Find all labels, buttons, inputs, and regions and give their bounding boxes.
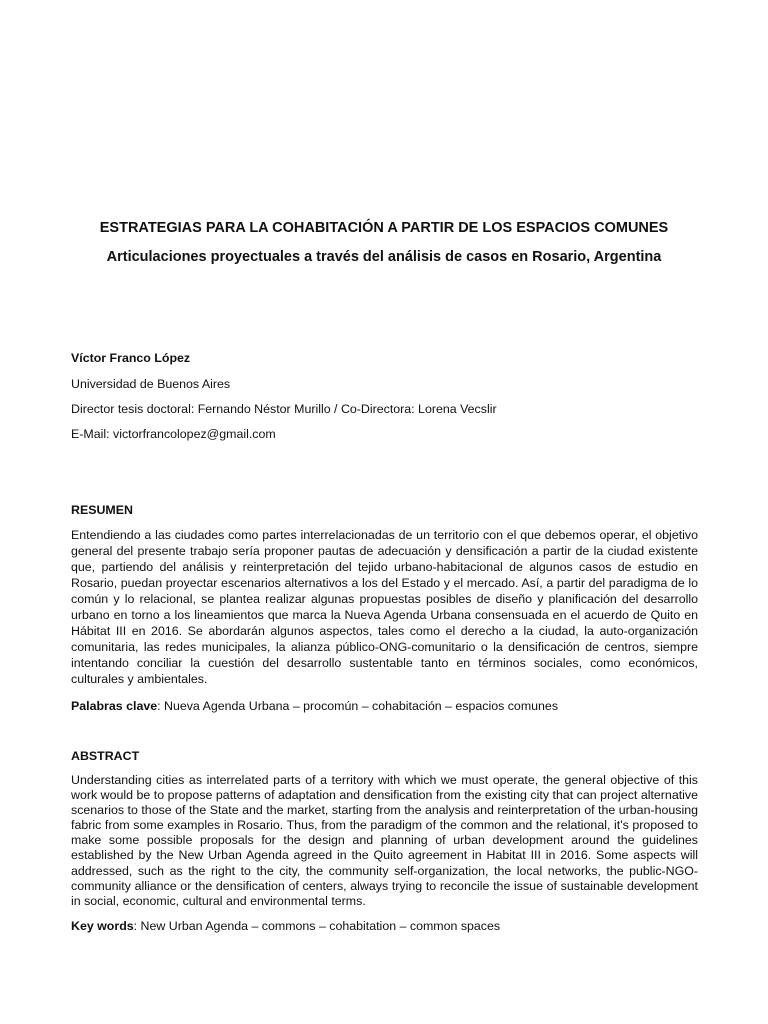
palabras-clave-label: Palabras clave [71, 699, 158, 713]
abstract-heading: ABSTRACT [71, 749, 140, 763]
palabras-clave [71, 698, 698, 714]
paper-subtitle: Articulaciones proyectuales a través del análisis de casos en Rosario, Argentina [106, 249, 662, 265]
key-words-text: : New Urban Agenda – commons – cohabitation – common spaces [133, 919, 501, 933]
thesis-directors: Director tesis doctoral: Fernando Néstor Murillo / Co-Directora: Lorena Vecslir [71, 402, 497, 416]
key-words-label: Key words [71, 919, 134, 933]
paper-title: ESTRATEGIAS PARA LA COHABITACIÓN A PARTIR DE LOS ESPACIOS COMUNES [99, 220, 669, 236]
resumen-heading: RESUMEN [71, 503, 133, 517]
palabras-clave-text: : Nueva Agenda Urbana – procomún – cohabitación – espacios comunes [157, 699, 559, 713]
key-words [71, 918, 698, 934]
author-affiliation: Universidad de Buenos Aires [71, 377, 231, 391]
abstract-body: Understanding cities as interrelated parts of a territory with which we must operate, the general objective of this work would be to propose patterns of adaptation and densification from the existing city that can project alternative scenarios to those of the State and the market, starting from the analysis and reinterpretation of the urban-housing fabric from some examples in Rosario. Thus, from the paradigm of the common and the relational, it's proposed to make some possible proposals for the design and planning of urban development around the guidelines established by the New Urban Agenda agreed in the Quito agreement in Habitat III in 2016. Some aspects will addressed, such as the right to the city, the community self-organization, the local networks, the public-NGO-community alliance or the densification of centers, always trying to reconcile the issue of sustainable development in social, economic, cultural and environmental terms. [71, 773, 698, 908]
resumen-body: Entendiendo a las ciudades como partes interrelacionadas de un territorio con el que debemos operar, el objetivo general del presente trabajo sería proponer pautas de adecuación y densificación a partir de la ciudad existente que, partiendo del análisis y reinterpretación del tejido urbano-habitacional de algunos casos de estudio en Rosario, puedan proyectar escenarios alternativos a los del Estado y el mercado. Así, a partir del paradigma de lo común y lo relacional, se plantea realizar algunas propuestas posibles de diseño y planificación del desarrollo urbano en torno a los lineamientos que marca la Nueva Agenda Urbana consensuada en el acuerdo de Quito en Hábitat III en 2016. Se abordarán algunos aspectos, tales como el derecho a la ciudad, la auto-organización comunitaria, las redes municipales, la alianza público-ONG-comunitario o la densificación de centros, siempre intentando conciliar la cuestión del desarrollo sustentable tanto en términos sociales, como económicos, culturales y ambientales. [71, 528, 698, 687]
author-email: E-Mail: victorfrancolopez@gmail.com [71, 427, 276, 441]
author-name: Víctor Franco López [71, 351, 191, 365]
